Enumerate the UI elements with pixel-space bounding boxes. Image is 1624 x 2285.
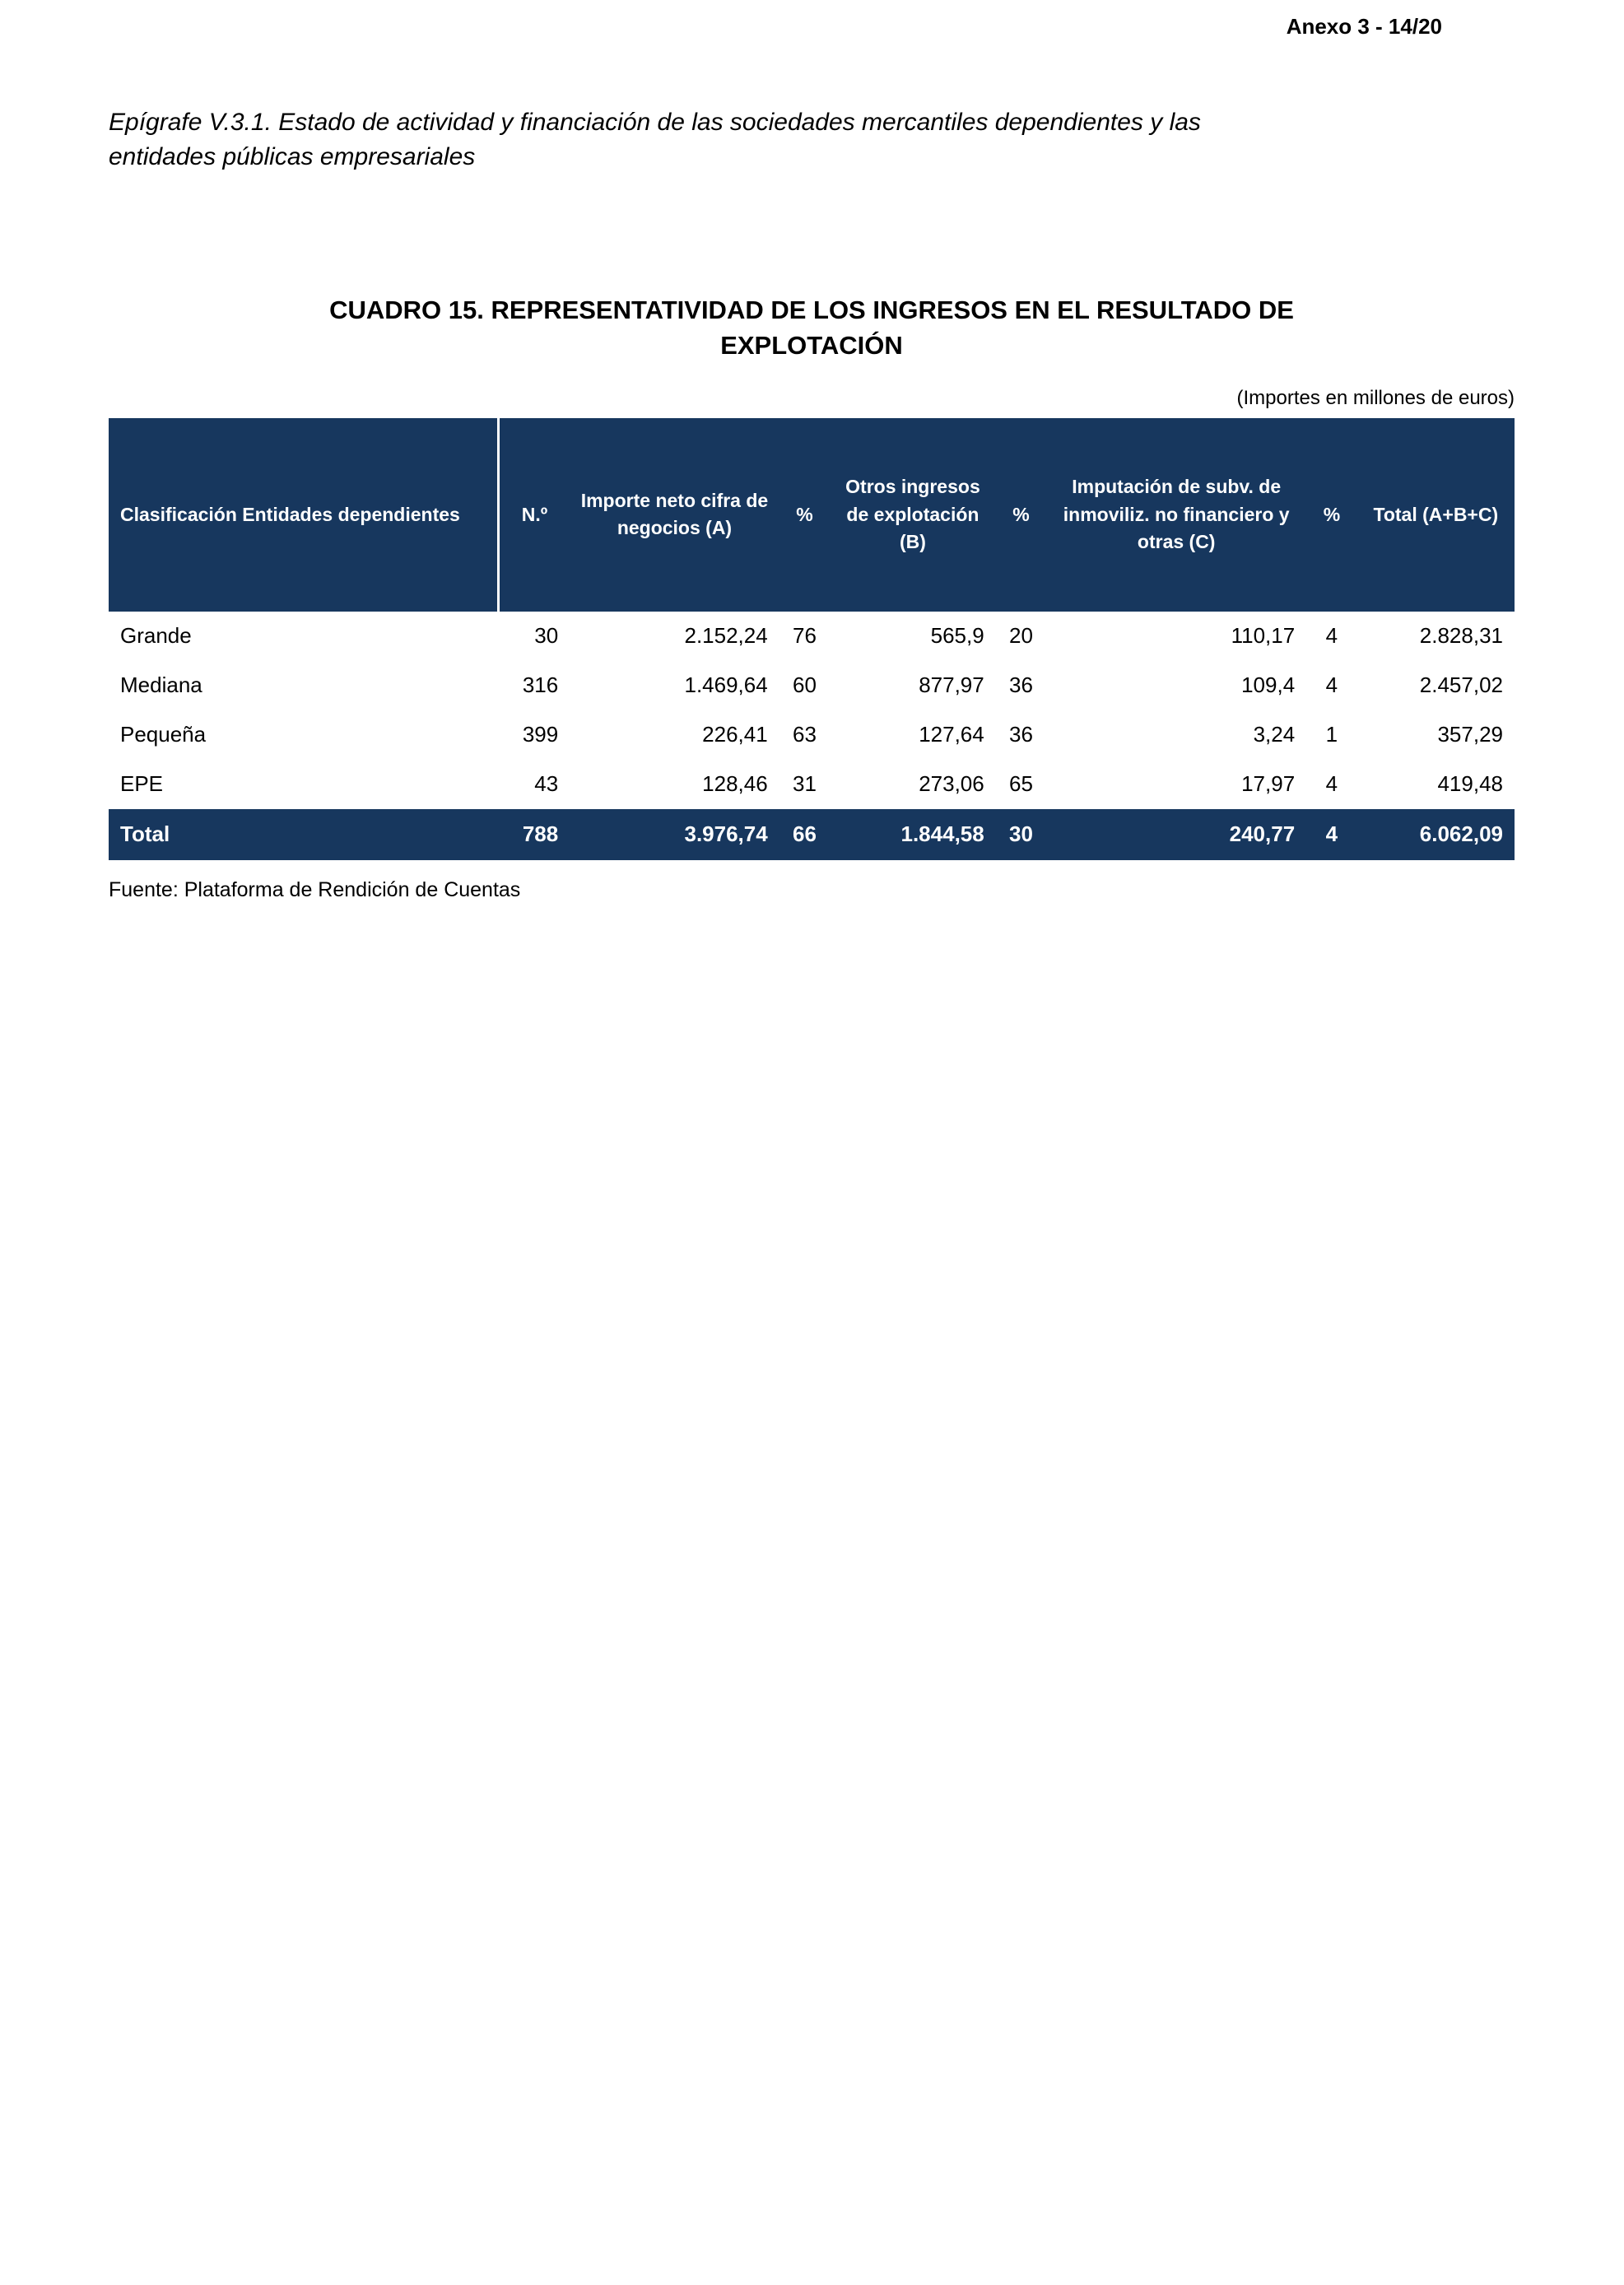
cell-numero: 788 [498,809,570,860]
cell-pct-a: 31 [779,760,830,809]
row-label: Grande [109,612,498,661]
col-header-imputacion-subv-c: Imputación de subv. de inmoviliz. no financiero y otras (C) [1046,418,1306,612]
cell-importe-neto: 3.976,74 [570,809,779,860]
cell-pct-b: 65 [996,760,1046,809]
cell-total: 6.062,09 [1357,809,1515,860]
table-header-row [109,418,1515,612]
row-label: EPE [109,760,498,809]
cell-total: 2.828,31 [1357,612,1515,661]
cell-otros-ingresos: 273,06 [830,760,996,809]
cell-imputacion-subv: 3,24 [1046,710,1306,760]
col-header-total: Total (A+B+C) [1357,418,1515,612]
cell-imputacion-subv: 240,77 [1046,809,1306,860]
cell-pct-a: 60 [779,661,830,710]
cell-importe-neto: 2.152,24 [570,612,779,661]
table-row-mediana [109,661,1515,710]
cell-pct-a: 63 [779,710,830,760]
cell-pct-a: 76 [779,612,830,661]
cell-importe-neto: 226,41 [570,710,779,760]
cell-importe-neto: 1.469,64 [570,661,779,710]
cell-numero: 30 [498,612,570,661]
row-label: Total [109,809,498,860]
table-row-total [109,809,1515,860]
col-header-numero: N.º [498,418,570,612]
col-header-pct-c: % [1306,418,1356,612]
cell-pct-b: 36 [996,661,1046,710]
row-label: Pequeña [109,710,498,760]
table-header [109,418,1515,612]
cell-numero: 399 [498,710,570,760]
cell-pct-c: 4 [1306,809,1356,860]
cell-total: 357,29 [1357,710,1515,760]
cell-otros-ingresos: 877,97 [830,661,996,710]
cell-pct-b: 36 [996,710,1046,760]
table-title: CUADRO 15. REPRESENTATIVIDAD DE LOS INGRESOS EN EL RESULTADO DE EXPLOTACIÓN [329,295,1294,361]
cell-pct-c: 4 [1306,612,1356,661]
cell-pct-c: 4 [1306,760,1356,809]
source-note: Fuente: Plataforma de Rendición de Cuentas [109,877,521,901]
section-heading: Epígrafe V.3.1. Estado de actividad y financiación de las sociedades mercantiles dependientes y las entidades públicas empresariales [109,108,1201,171]
col-header-clasificacion: Clasificación Entidades dependientes [109,418,498,612]
cell-otros-ingresos: 1.844,58 [830,809,996,860]
cell-pct-b: 30 [996,809,1046,860]
cell-pct-b: 20 [996,612,1046,661]
row-label: Mediana [109,661,498,710]
table-row-pequena [109,710,1515,760]
table-row-grande [109,612,1515,661]
units-note: (Importes en millones de euros) [1236,386,1515,409]
col-header-pct-b: % [996,418,1046,612]
cell-pct-c: 4 [1306,661,1356,710]
cell-imputacion-subv: 17,97 [1046,760,1306,809]
cell-numero: 316 [498,661,570,710]
page-content [0,0,1624,902]
cell-imputacion-subv: 109,4 [1046,661,1306,710]
ingresos-table [109,418,1515,860]
cell-total: 2.457,02 [1357,661,1515,710]
col-header-pct-a: % [779,418,830,612]
cell-pct-a: 66 [779,809,830,860]
table-body [109,612,1515,860]
table-row-epe [109,760,1515,809]
cell-importe-neto: 128,46 [570,760,779,809]
cell-imputacion-subv: 110,17 [1046,612,1306,661]
cell-otros-ingresos: 127,64 [830,710,996,760]
cell-pct-c: 1 [1306,710,1356,760]
cell-numero: 43 [498,760,570,809]
annex-page-label: Anexo 3 - 14/20 [1286,14,1442,39]
cell-total: 419,48 [1357,760,1515,809]
cell-otros-ingresos: 565,9 [830,612,996,661]
col-header-importe-neto-a: Importe neto cifra de negocios (A) [570,418,779,612]
col-header-otros-ingresos-b: Otros ingresos de explotación (B) [830,418,996,612]
